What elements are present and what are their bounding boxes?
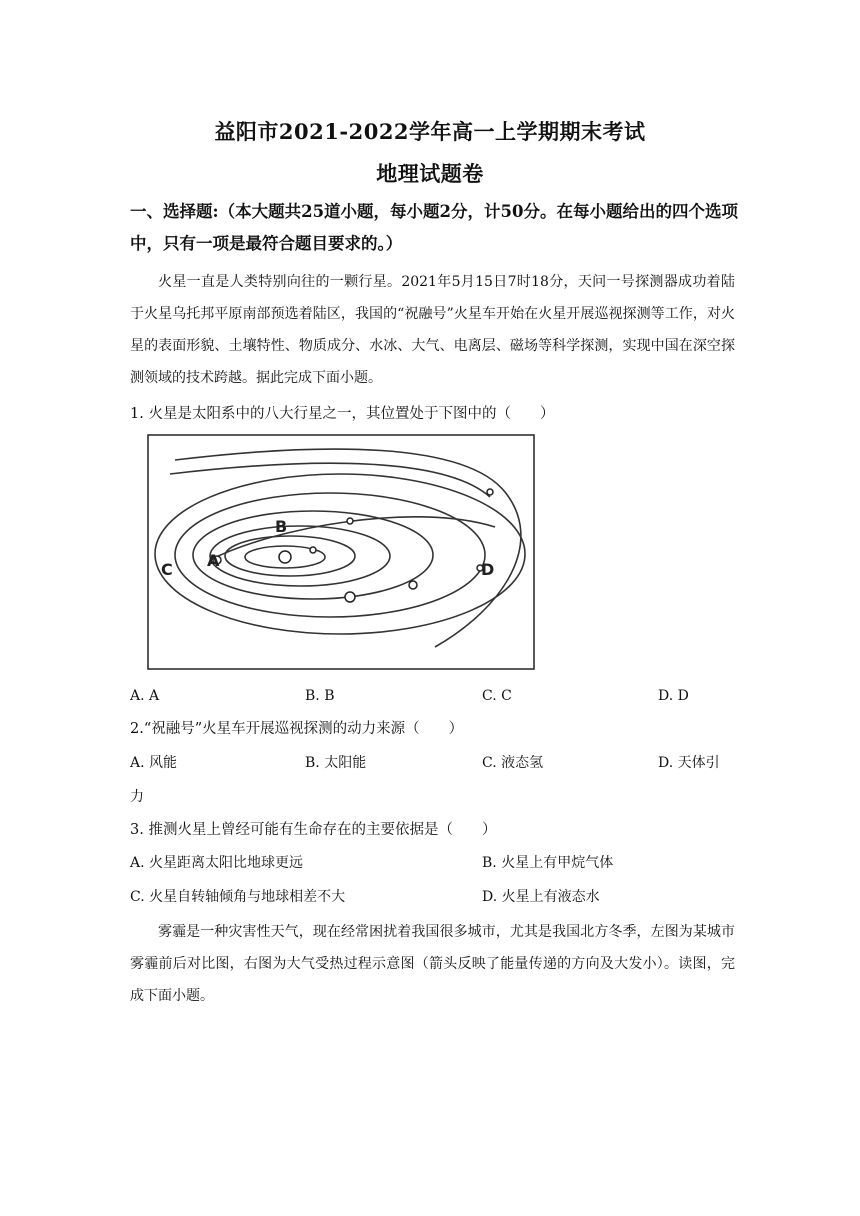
question-1-stem: 1. 火星是太阳系中的八大行星之一，其位置处于下图中的（ ） bbox=[130, 406, 555, 422]
q1-option-b[interactable]: B. B bbox=[305, 688, 335, 704]
q3-option-a[interactable]: A. 火星距离太阳比地球更远 bbox=[130, 855, 304, 871]
solar-system-figure bbox=[145, 432, 537, 672]
q2-option-d-wrap: 力 bbox=[130, 789, 144, 805]
q1-option-c[interactable]: C. C bbox=[482, 688, 512, 704]
question-2-stem: 2.“祝融号”火星车开展巡视探测的动力来源（ ） bbox=[130, 721, 464, 737]
exam-subtitle: 地理试题卷 bbox=[376, 161, 484, 186]
figure-label-b: B bbox=[275, 517, 288, 536]
figure-label-c: C bbox=[161, 560, 173, 579]
exam-title: 益阳市2021-2022学年高一上学期期末考试 bbox=[214, 119, 646, 144]
figure-label-d: D bbox=[481, 560, 495, 579]
q1-option-a[interactable]: A. A bbox=[130, 688, 160, 704]
q3-option-d[interactable]: D. 火星上有液态水 bbox=[482, 889, 600, 905]
passage-haze: 雾霾是一种灾害性天气，现在经常困扰着我国很多城市，尤其是我国北方冬季，左图为某城市雾霾前后对比图，右图为大气受热过程示意图（箭头反映了能量传递的方向及大发小）。读图，完成下面小题。 bbox=[130, 924, 735, 1004]
q2-option-b[interactable]: B. 太阳能 bbox=[305, 755, 367, 771]
q2-option-a[interactable]: A. 风能 bbox=[130, 755, 178, 771]
figure-label-a: A bbox=[207, 551, 220, 570]
question-3-stem: 3. 推测火星上曾经可能有生命存在的主要依据是（ ） bbox=[130, 822, 497, 838]
passage-mars: 火星一直是人类特别向往的一颗行星。2021年5月15日7时18分，天问一号探测器成功着陆于火星乌托邦平原南部预选着陆区，我国的“祝融号”火星车开始在火星开展巡视探测等工作，对火星的表面形貌、土壤特性、物质成分、水冰、大气、电离层、磁场等科学探测，实现中国在深空探测领域的技术跨越。据此完成下面小题。 bbox=[130, 274, 735, 386]
q2-option-c[interactable]: C. 液态氢 bbox=[482, 755, 544, 771]
q2-option-d[interactable]: D. 天体引 bbox=[658, 755, 720, 771]
q3-option-b[interactable]: B. 火星上有甲烷气体 bbox=[482, 855, 614, 871]
q3-option-c[interactable]: C. 火星自转轴倾角与地球相差不大 bbox=[130, 889, 346, 905]
q1-option-d[interactable]: D. D bbox=[658, 688, 689, 704]
section-heading: 一、选择题:（本大题共25道小题，每小题2分，计50分。在每小题给出的四个选项中，只有一项是最符合题目要求的。） bbox=[130, 202, 738, 253]
